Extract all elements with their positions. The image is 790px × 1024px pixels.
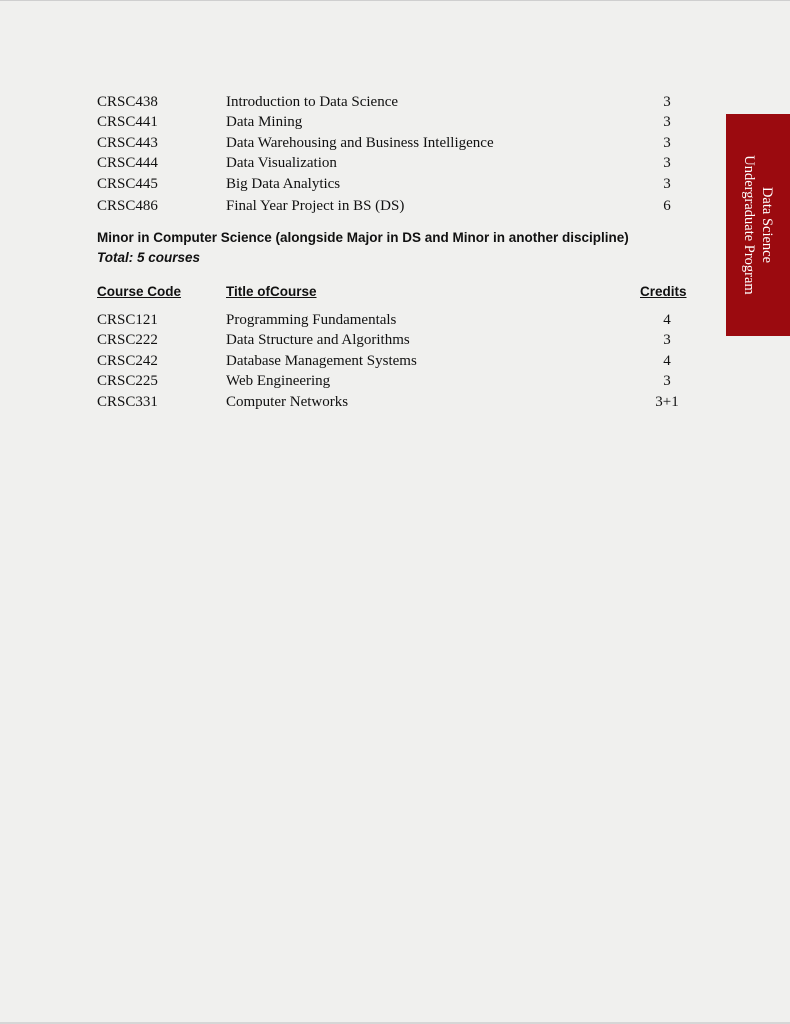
- minor-section-total: Total: 5 courses: [97, 250, 201, 265]
- side-tab-label: [740, 114, 776, 336]
- column-header-title: Title ofCourse: [226, 284, 317, 299]
- course-code: CRSC445: [97, 176, 158, 192]
- course-code: CRSC242: [97, 353, 158, 369]
- table-row: [97, 133, 697, 153]
- course-code: CRSC438: [97, 94, 158, 110]
- table-row: [97, 196, 697, 216]
- course-credits: 3: [663, 332, 671, 348]
- course-code: CRSC444: [97, 155, 158, 171]
- course-credits: 6: [663, 198, 671, 214]
- minor-section-heading: Minor in Computer Science (alongside Major in DS and Minor in another discipline): [97, 230, 629, 245]
- course-code: CRSC331: [97, 394, 158, 410]
- course-credits: 3: [663, 135, 671, 151]
- course-code: CRSC222: [97, 332, 158, 348]
- course-credits: 3: [663, 94, 671, 110]
- side-tab-line-2: Undergraduate Program: [741, 155, 757, 295]
- course-credits: 3: [663, 155, 671, 171]
- course-credits: 3: [663, 176, 671, 192]
- course-title: Web Engineering: [226, 373, 331, 389]
- course-credits: 4: [663, 312, 671, 328]
- course-title: Data Structure and Algorithms: [226, 332, 410, 348]
- table-row: [97, 371, 697, 391]
- course-credits: 3: [663, 373, 671, 389]
- course-title: Data Visualization: [226, 155, 337, 171]
- table-row: [97, 112, 697, 132]
- course-title: Data Mining: [226, 114, 303, 130]
- table-row: [97, 153, 697, 173]
- course-credits: 3+1: [655, 394, 679, 410]
- table-row: [97, 351, 697, 371]
- course-code: CRSC443: [97, 135, 158, 151]
- course-title: Programming Fundamentals: [226, 312, 397, 328]
- course-title: Database Management Systems: [226, 353, 417, 369]
- course-title: Introduction to Data Science: [226, 94, 399, 110]
- course-credits: 3: [663, 114, 671, 130]
- course-code: CRSC225: [97, 373, 158, 389]
- column-header-course-code: Course Code: [97, 284, 182, 299]
- course-title: Final Year Project in BS (DS): [226, 198, 405, 214]
- course-code: CRSC441: [97, 114, 158, 130]
- page-top-border: [0, 0, 790, 1]
- table-row: [97, 92, 697, 112]
- column-header-credits: Credits: [640, 284, 687, 299]
- program-side-tab: [726, 114, 790, 336]
- course-title: Big Data Analytics: [226, 176, 341, 192]
- course-credits: 4: [663, 353, 671, 369]
- table-row: [97, 310, 697, 330]
- table-row: [97, 392, 697, 412]
- course-code: CRSC486: [97, 198, 158, 214]
- side-tab-line-1: Data Science: [759, 186, 775, 264]
- course-title: Computer Networks: [226, 394, 349, 410]
- course-title: Data Warehousing and Business Intelligence: [226, 135, 494, 151]
- course-code: CRSC121: [97, 312, 158, 328]
- table-row: [97, 330, 697, 350]
- table-row: [97, 174, 697, 194]
